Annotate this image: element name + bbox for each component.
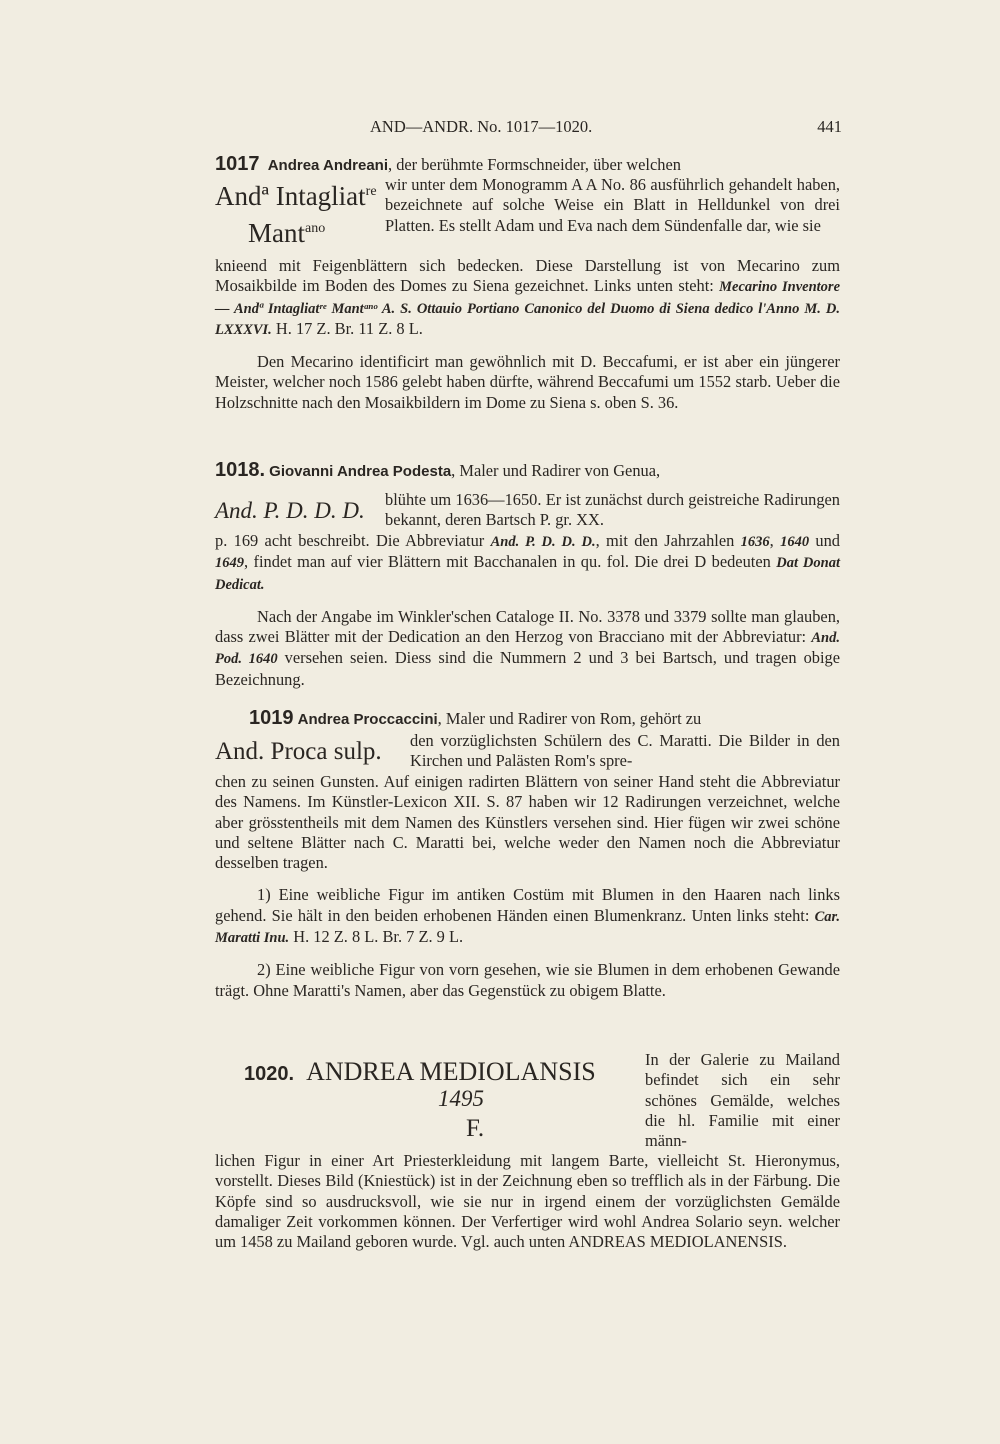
monogram-1017-line1: Andª Intagliat$^{re}$ [215, 181, 377, 211]
entry-1017-body: knieend mit Feigenblättern sich bedecken. Diese Darstellung ist von Mecarino zum Mosaikbilde im Boden des Domes zu Siena gezeichnet. Links unten steht: Mecarino Inventore — Andª Intagliatʳᵉ Mantᵃⁿᵒ A. S. Ottauio Portiano Canonico del Duomo di Siena dedico l'Anno M. D. LXXXVI. H. 17 Z. Br. 11 Z. 8 L. Den Mecarino identificirt man gewöhnlich mit D. Beccafumi, er ist aber ein jüngerer Meister, welcher noch 1586 gelebt haben dürfte, während Beccafumi um 1552 starb. Ueber die Holzschnitte nach den Mosaikbildern im Dome zu Siena s. oben S. 36. [215, 256, 841, 412]
artist-name: Giovanni Andrea Podesta [269, 463, 452, 480]
entry-1018-body: p. 169 acht beschreibt. Die Abbreviatur And. P. D. D. D., mit den Jahrzahlen 1636, 1640 und 1649, findet man auf vier Blättern mit Bacchanalen in qu. fol. Die drei D bedeuten Dat Donat Dedicat. Nach der Angabe im Winkler'schen Cataloge II. No. 3378 und 3379 sollte man glauben, dass zwei Blätter mit der Dedication an den Herzog von Bracciano mit der Abbreviatur: And. Pod. 1640 versehen seien. Diess sind die Nummern 2 und 3 bei Bartsch, und tragen obige Bezeichnung. [215, 531, 841, 689]
page-number: 441 [817, 117, 842, 136]
entry-1020-body: lichen Figur in einer Art Priesterkleidung mit langem Barte, vielleicht St. Hieronymus, vorstellt. Dieses Bild (Kniestück) ist in der Zeichnung eben so trefflich als in der Färbung. Die Köpfe sind so ausdrucksvoll, wie sie nur in irgend einem der vorzüglichsten Gemälde damaliger Zeit vorkommen können. Der Verfertiger wird wohl Andrea Solario seyn. welcher um 1458 zu Mailand geboren wurde. Vgl. auch unten ANDREAS MEDIOLANENSIS. [215, 1151, 840, 1252]
entry-1020-heading: 1020. ANDREA MEDIOLANSIS [244, 1057, 596, 1086]
entry-1018-side-text: blühte um 1636—1650. Er ist zunächst durch geistreiche Radirungen bekannt, deren Bartsch P. gr. XX. [385, 490, 840, 530]
running-header [370, 117, 842, 137]
artist-name: Andrea Andreani [267, 157, 389, 174]
monogram-1019: And. Proca sulp. [215, 738, 382, 765]
monogram-1018: And. P. D. D. D. [215, 498, 365, 523]
entry-1019-side-text: den vorzüglichsten Schülern des C. Maratti. Die Bilder in den Kirchen und Palästen Rom's spre- [410, 731, 840, 771]
entry-1018-heading: 1018. Giovanni Andrea Podesta, Maler und Radirer von Genua, [215, 459, 661, 481]
entry-1017-side-text: wir unter dem Monogramm A A No. 86 ausführlich gehandelt haben, bezeichnete auf solche Weise ein Blatt in Helldunkel von drei Platten. Es stellt Adam und Eva nach dem Sündenfalle dar, wie sie [385, 175, 840, 235]
artist-name: Andrea Proccaccini [297, 711, 438, 728]
entry-number: 1019 [249, 707, 294, 729]
entry-1020-side-text: In der Galerie zu Mailand befindet sich ein sehr schönes Gemälde, welches die hl. Familie mit einer männ- [645, 1050, 840, 1151]
entry-1017-para2: Den Mecarino identificirt man gewöhnlich mit D. Beccafumi, er ist aber ein jüngerer Meister, welcher noch 1586 gelebt haben dürfte, während Beccafumi um 1552 starb. Ueber die Holzschnitte nach den Mosaikbildern im Dome zu Siena s. oben S. 36. [215, 352, 840, 412]
entry-number: 1017 [215, 153, 260, 175]
monogram-1020-f: F. [466, 1115, 485, 1142]
monogram-1020-name: ANDREA MEDIOLANSIS [306, 1057, 596, 1086]
running-title: AND—ANDR. No. 1017—1020. [370, 117, 593, 136]
monogram-1017-line2: Mant$^{ano}$ [248, 218, 326, 248]
entry-1019-heading: 1019 Andrea Proccaccini, Maler und Radirer von Rom, gehört zu [249, 707, 702, 729]
entry-1017-heading [215, 154, 840, 176]
monogram-1020-year: 1495 [438, 1086, 484, 1111]
entry-number: 1018. [215, 459, 266, 481]
inscription: Mecarino Inventore — Andª Intagliatʳᵉ Mantᵃⁿᵒ A. S. Ottauio Portiano Canonico del Duomo di Siena dedico l'Anno M. D. LXXXVI. [215, 279, 841, 338]
entry-1019-body: chen zu seinen Gunsten. Auf einigen radirten Blättern von seiner Hand steht die Abbreviatur des Namens. Im Künstler-Lexicon XII. S. 87 haben wir 12 Radirungen verzeichnet, welche aber grösstentheils mit dem Namen des Künstlers versehen sind. Hier fügen wir zwei schöne und seltene Blätter nach C. Maratti bei, welche weder den Namen noch die Abbreviatur desselben tragen. 1) Eine weibliche Figur im antiken Costüm mit Blumen in den Haaren nach links gehend. Sie hält in den beiden erhobenen Händen einen Blumenkranz. Unten links steht: Car. Maratti Inu. H. 12 Z. 8 L. Br. 7 Z. 9 L. 2) Eine weibliche Figur von vorn gesehen, wie sie Blumen in dem erhobenen Gewande trägt. Ohne Maratti's Namen, aber das Gegenstück zu obigem Blatte. [215, 772, 840, 1000]
heading-text: , der berühmte Formschneider, über welchen [388, 155, 681, 174]
